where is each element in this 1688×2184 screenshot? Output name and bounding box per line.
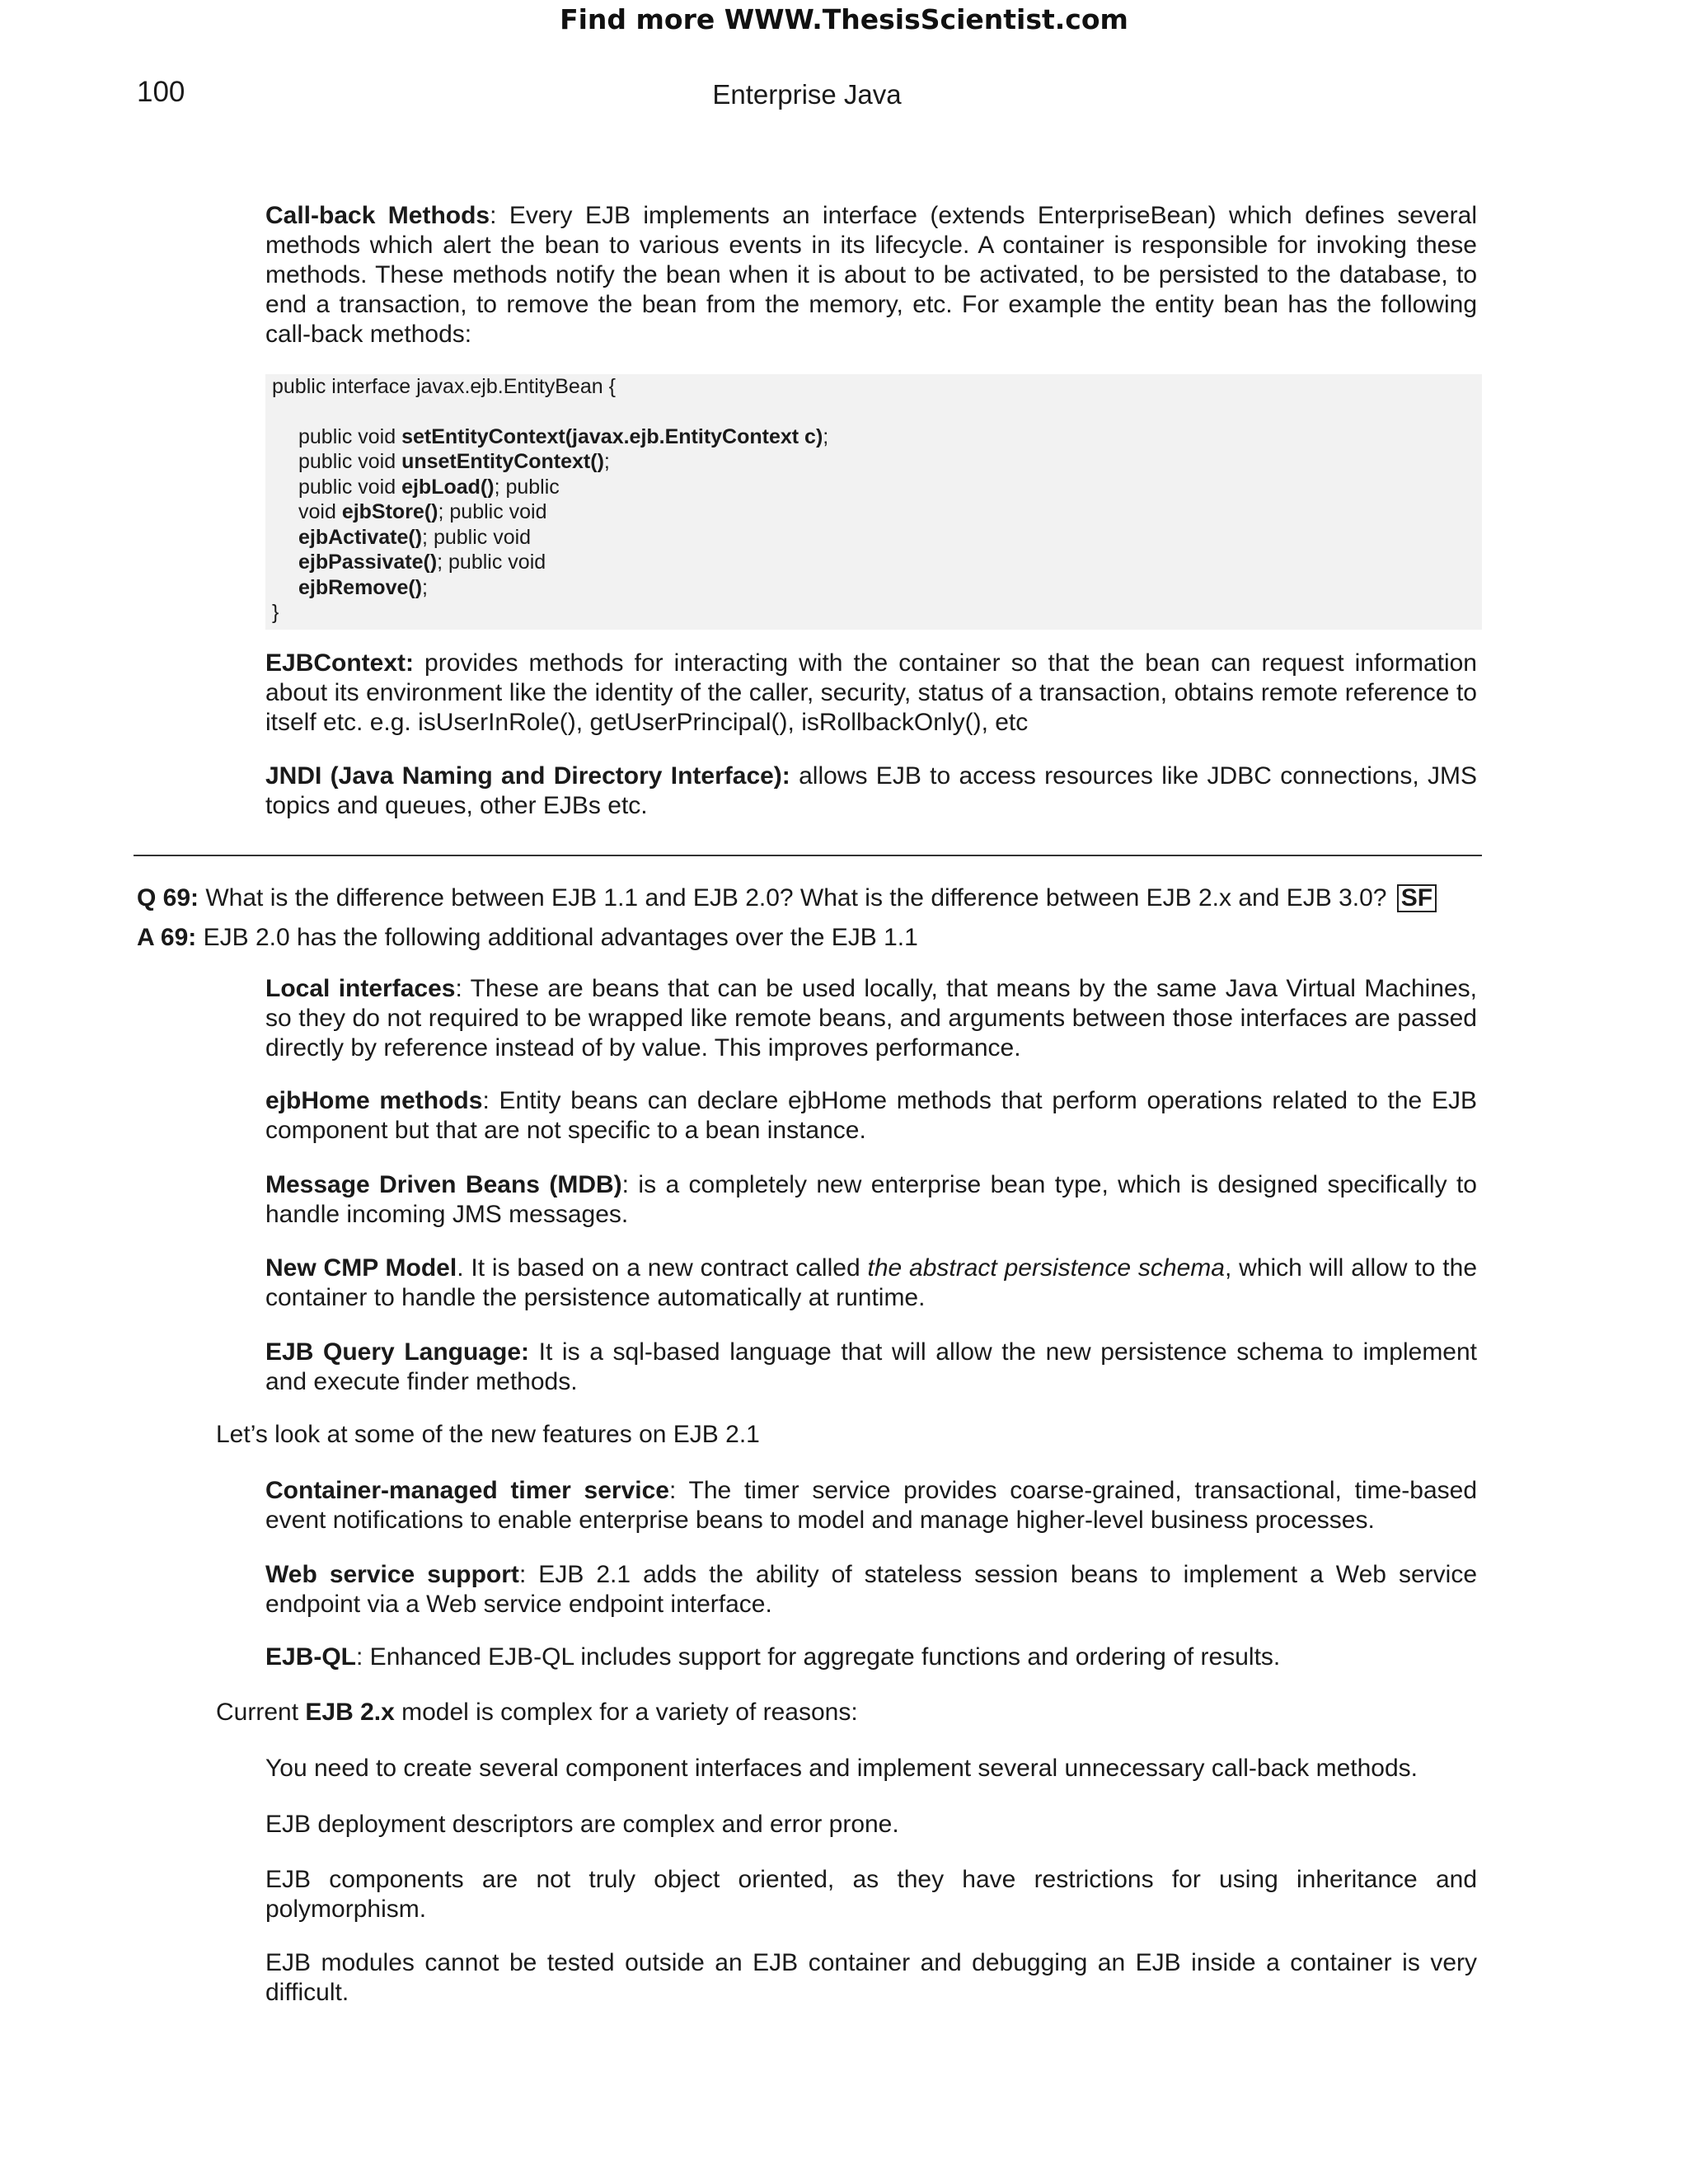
ejb21-lead: Let’s look at some of the new features on EJB 2.1 [216, 1421, 760, 1448]
body-text: allows EJB to access resources like JDBC connections, JMS topics and queues, other EJBs etc. [265, 762, 1477, 819]
term: Call-back Methods [265, 202, 490, 229]
term: EJB Query Language: [265, 1338, 529, 1366]
term: EJBContext: [265, 649, 415, 677]
body-text: : These are beans that can be used locally, that means by the same Java Virtual Machines, so they do not required to be wrapped like remote beans, and arguments between those interfaces are passed directly by reference instead of by value. This improves performance. [265, 975, 1477, 1062]
reason-item: EJB deployment descriptors are complex and error prone. [265, 1811, 899, 1838]
term: EJB-QL [265, 1643, 357, 1671]
callback-methods-paragraph [265, 201, 1477, 349]
code-line: public void unsetEntityContext(); [298, 450, 610, 473]
jndi-paragraph [265, 762, 1477, 821]
page-number: 100 [137, 76, 185, 108]
body-text: : is a completely new enterprise bean type, which is designed specifically to handle incoming JMS messages. [265, 1171, 1477, 1228]
body-text: : The timer service provides coarse-grained, transactional, time-based event notifications to enable enterprise beans to model and manage higher-level business processes. [265, 1477, 1478, 1534]
answer-a69 [137, 923, 918, 953]
feature-mdb [265, 1170, 1477, 1230]
code-line: void ejbStore(); public void [298, 500, 547, 523]
term: Message Driven Beans (MDB) [265, 1171, 622, 1198]
term: Local interfaces [265, 975, 456, 1002]
code-line: public interface javax.ejb.EntityBean { [272, 375, 616, 398]
code-line: } [272, 601, 279, 624]
feature-ejb-ql [265, 1643, 1477, 1672]
sf-badge: SF [1397, 884, 1437, 912]
reason-item: You need to create several component interfaces and implement several unnecessary call-back methods. [265, 1755, 1418, 1782]
feature-local-interfaces [265, 974, 1477, 1063]
section-divider [134, 855, 1482, 856]
body-text: provides methods for interacting with the container so that the bean can request information about its environment like the identity of the caller, security, status of a transaction, obtains remote reference to itself etc. e.g. isUserInRole(), getUserPrincipal(), isRollbackOnly(), etc [265, 649, 1477, 736]
term: Container-managed timer service [265, 1477, 669, 1504]
question-q69 [137, 883, 1437, 913]
code-line: public void setEntityContext(javax.ejb.EntityContext c); [298, 425, 829, 448]
reason-item: EJB components are not truly object oriented, as they have restrictions for using inheritance and polymorphism. [265, 1866, 1477, 1923]
answer-label: A 69: [137, 924, 197, 951]
reason-item: EJB modules cannot be tested outside an EJB container and debugging an EJB inside a container is very difficult. [265, 1949, 1477, 2006]
term: Web service support [265, 1561, 519, 1588]
watermark: Find more WWW.ThesisScientist.com [560, 3, 1128, 35]
feature-ejb-query-language [265, 1338, 1477, 1397]
term: ejbHome methods [265, 1087, 483, 1114]
answer-text: EJB 2.0 has the following additional advantages over the EJB 1.1 [196, 924, 918, 951]
ejb2x-lead: Current EJB 2.x model is complex for a variety of reasons: [216, 1699, 858, 1726]
question-label: Q 69: [137, 884, 199, 912]
feature-new-cmp-model: New CMP Model. It is based on a new contract called the abstract persistence schema, which will allow to the container to handle the persistence automatically at runtime. [265, 1254, 1477, 1311]
code-line: ejbActivate(); public void [298, 526, 532, 549]
term: New CMP Model [265, 1254, 457, 1282]
body-text: : Every EJB implements an interface (extends EnterpriseBean) which defines several methods which alert the bean to various events in its lifecycle. A container is responsible for invoking these methods. These methods notify the bean when it is about to be activated, to be persisted to the database, to end a transaction, to remove the bean from the memory, etc. For example the entity bean has the following call-back methods: [265, 202, 1477, 348]
feature-timer-service [265, 1476, 1477, 1535]
question-text: What is the difference between EJB 1.1 and EJB 2.0? What is the difference between EJB 2.x and EJB 3.0? [199, 884, 1387, 912]
body-text: : EJB 2.1 adds the ability of stateless session beans to implement a Web service endpoint via a Web service endpoint interface. [265, 1561, 1477, 1618]
code-line: ejbRemove(); [298, 576, 428, 599]
italic-term: the abstract persistence schema [867, 1254, 1225, 1282]
code-line: public void ejbLoad(); public [298, 476, 560, 499]
code-block [265, 374, 1482, 630]
feature-ejbhome-methods [265, 1086, 1477, 1146]
body-text: : Enhanced EJB-QL includes support for aggregate functions and ordering of results. [356, 1643, 1281, 1671]
term: JNDI (Java Naming and Directory Interface): [265, 762, 790, 790]
feature-web-service-support [265, 1560, 1477, 1619]
body-text: It is a sql-based language that will allow the new persistence schema to implement and execute finder methods. [265, 1338, 1478, 1395]
running-head: Enterprise Java [712, 79, 902, 110]
code-line: ejbPassivate(); public void [298, 551, 546, 574]
ejbcontext-paragraph [265, 649, 1477, 738]
body-text: : Entity beans can declare ejbHome methods that perform operations related to the EJB component but that are not specific to a bean instance. [265, 1087, 1478, 1144]
